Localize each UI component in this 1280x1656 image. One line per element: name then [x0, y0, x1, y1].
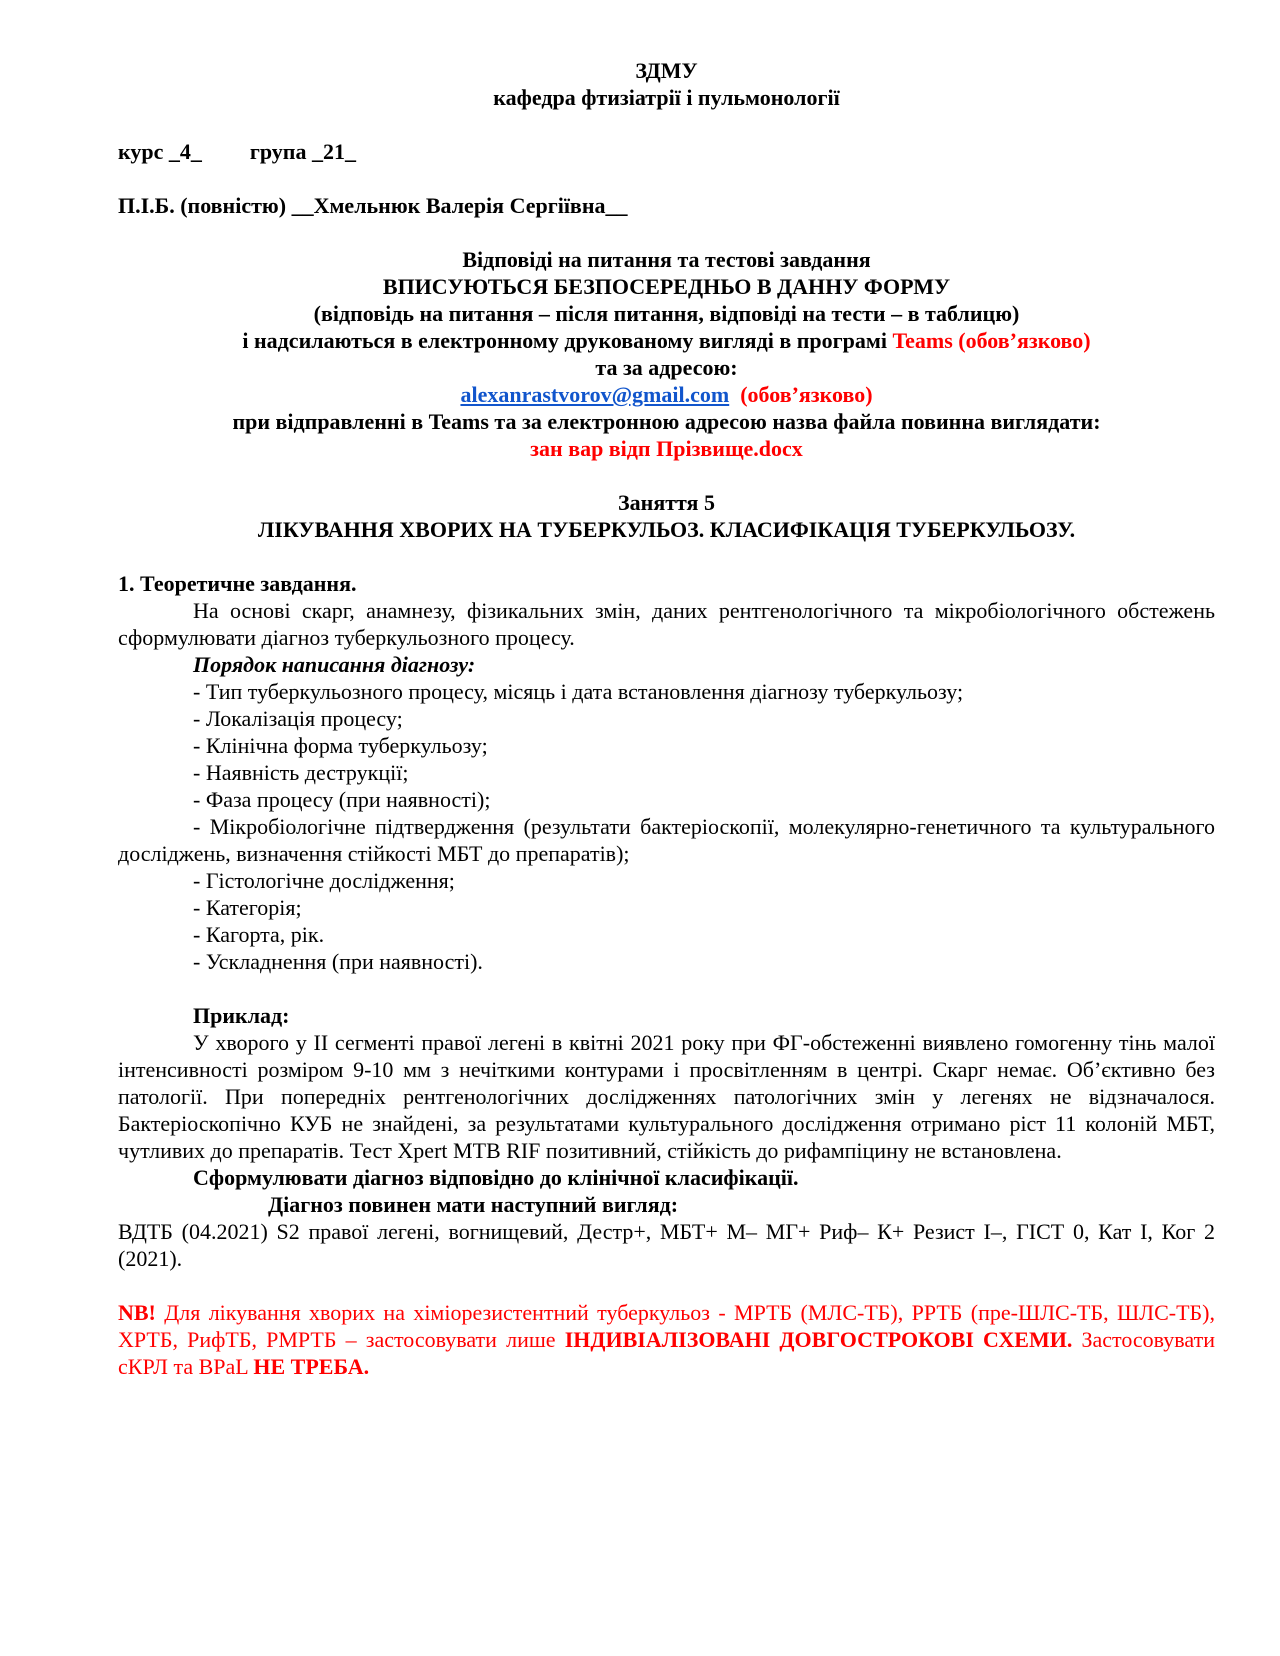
institution: ЗДМУ [635, 58, 698, 83]
nb-bold-2: НЕ ТРЕБА. [253, 1354, 370, 1379]
email-mandatory: (обов’язково) [740, 382, 873, 407]
filename-format: зан вар відп Прізвище.docx [530, 436, 803, 461]
course-group-line [118, 138, 1215, 165]
instructions-line-1: Відповіді на питання та тестові завдання [462, 247, 871, 272]
diagnosis-format-line: Діагноз повинен мати наступний вигляд: [268, 1192, 679, 1217]
nb-text-2: Застосовувати сКРЛ та BPaL [118, 1327, 1215, 1379]
course-value: _4_ [168, 139, 202, 164]
instructions-line-5: та за адресою: [595, 355, 738, 380]
list-item: - Гістологічне дослідження; [193, 868, 455, 893]
instructions-line-3: (відповідь на питання – після питання, відповіді на тести – в таблицю) [313, 301, 1020, 326]
nb-note [118, 1299, 1215, 1380]
list-item: - Фаза процесу (при наявності); [193, 787, 491, 812]
name-value: __Хмельнюк Валерія Сергіївна__ [291, 193, 628, 218]
list-item: - Категорія; [193, 895, 302, 920]
nb-label: NB! [118, 1300, 156, 1325]
list-item: - Ускладнення (при наявності). [193, 949, 483, 974]
group-label: група [249, 139, 307, 164]
list-item: - Локалізація процесу; [193, 706, 403, 731]
teams-mandatory: Teams (обов’язково) [892, 328, 1091, 353]
lesson-title: ЛІКУВАННЯ ХВОРИХ НА ТУБЕРКУЛЬОЗ. КЛАСИФІКАЦІЯ ТУБЕРКУЛЬОЗУ. [257, 517, 1076, 542]
group-value: _21_ [312, 139, 356, 164]
instructions-line-7: при відправленні в Teams та за електронною адресою назва файла повинна виглядати: [232, 409, 1101, 434]
list-item: - Наявність деструкції; [193, 760, 409, 785]
document-content [118, 57, 1215, 1380]
example-task-line: Сформулювати діагноз відповідно до клінічної класифікації. [193, 1165, 799, 1190]
email-line [118, 381, 1215, 408]
list-item: - Тип туберкульозного процесу, місяць і дата встановлення діагнозу туберкульозу; [193, 679, 964, 704]
email-link[interactable]: alexanrastvorov@gmail.com [460, 382, 730, 407]
example-heading: Приклад: [193, 1003, 290, 1028]
list-item: - Кагорта, рік. [193, 922, 325, 947]
instructions-line-2: ВПИСУЮТЬСЯ БЕЗПОСЕРЕДНЬО В ДАННУ ФОРМУ [382, 274, 951, 299]
course-label: курс [118, 139, 164, 164]
instructions-line-4-text: і надсилаються в електронному друкованому вигляді в програмі [242, 328, 893, 353]
list-item: - Мікробіологічне підтвердження (результати бактеріоскопії, молекулярно-генетичного та культурального досліджень, визначення стійкості МБТ до препаратів); [118, 814, 1215, 866]
task-heading: 1. Теоретичне завдання. [118, 571, 357, 596]
instructions-line-4 [118, 327, 1215, 354]
lesson-number: Заняття 5 [618, 490, 715, 515]
student-name-line [118, 192, 1215, 219]
nb-bold-1: ІНДИВІАЛІЗОВАНІ ДОВГОСТРОКОВІ СХЕМИ. [564, 1327, 1073, 1352]
list-item: - Клінічна форма туберкульозу; [193, 733, 488, 758]
task-intro: На основі скарг, анамнезу, фізикальних змін, даних рентгенологічного та мікробіологічного обстежень сформулювати діагноз туберкульозного процесу. [118, 598, 1215, 650]
diagnosis-example: ВДТБ (04.2021) S2 правої легені, вогнищевий, Дестр+, МБТ+ М– МГ+ Риф– К+ Резист І–, ГІСТ 0, Кат І, Ког 2 (2021). [118, 1219, 1215, 1271]
example-text: У хворого у ІІ сегменті правої легені в квітні 2021 року при ФГ-обстеженні виявлено гомогенну тінь малої інтенсивності розміром 9-10 мм з нечіткими контурами і просвітленням в центрі. Скарг немає. Об’єктивно без патології. При попередніх рентгенологічних дослідженнях патологічних змін у легенях не відзначалося. Бактеріоскопічно КУБ не знайдені, за результатами культурального дослідження отримано ріст 11 колоній МБТ, чутливих до препаратів. Тест Xpert MTB RIF позитивний, стійкість до рифампіцину не встановлена. [118, 1030, 1215, 1163]
nb-text-1: Для лікування хворих на хіміорезистентний туберкульоз - МРТБ (МЛС-ТБ), РРТБ (пре-ШЛС-ТБ, ШЛС-ТБ), ХРТБ, РифТБ, РМРТБ – застосовувати лише [118, 1300, 1215, 1352]
order-heading: Порядок написання діагнозу: [193, 652, 476, 677]
name-label: П.І.Б. (повністю) [118, 193, 287, 218]
department: кафедра фтизіатрії і пульмонології [493, 85, 840, 110]
